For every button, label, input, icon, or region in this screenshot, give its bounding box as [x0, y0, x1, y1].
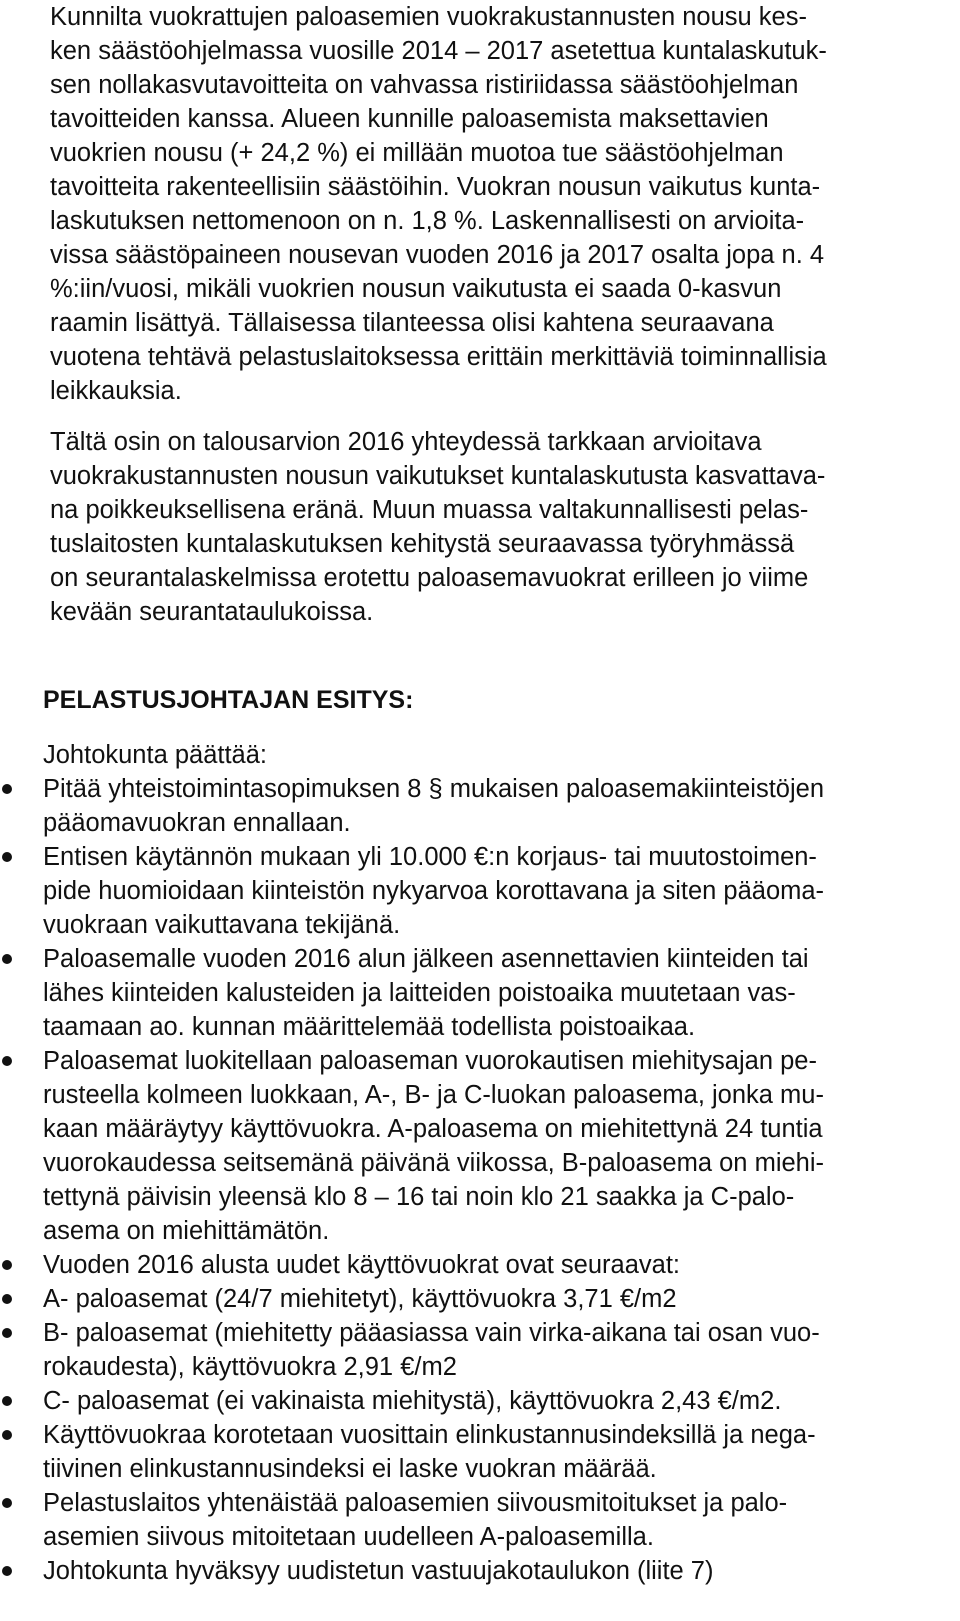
bullet-icon [2, 1294, 12, 1304]
bullet-item-line: tiivinen elinkustannusindeksi ei laske vuokran määrää. [43, 1455, 657, 1483]
bullet-item-line: pääomavuokran ennallaan. [43, 809, 351, 837]
bullet-item-line: lähes kiinteiden kalusteiden ja laitteiden poistoaika muutetaan vas- [43, 979, 796, 1007]
bullet-item-line: Pelastuslaitos yhtenäistää paloasemien siivousmitoitukset ja palo- [43, 1489, 788, 1517]
paragraph-1-line: vissa säästöpaineen nousevan vuoden 2016 ja 2017 osalta jopa n. 4 [50, 241, 825, 269]
bullet-item-line: vuokraan vaikuttavana tekijänä. [43, 911, 401, 939]
bullet-icon [2, 784, 12, 794]
paragraph-1-line: leikkauksia. [50, 377, 182, 405]
bullet-icon [2, 1430, 12, 1440]
paragraph-1-line: vuotena tehtävä pelastuslaitoksessa erittäin merkittäviä toiminnallisia [50, 343, 827, 371]
bullet-item-line: Entisen käytännön mukaan yli 10.000 €:n korjaus- tai muutostoimen- [43, 843, 817, 871]
section-heading: PELASTUSJOHTAJAN ESITYS: [43, 686, 414, 714]
bullet-item-line: asemien siivous mitoitetaan uudelleen A-paloasemilla. [43, 1523, 654, 1551]
paragraph-2-line: on seurantalaskelmissa erotettu paloasemavuokrat erilleen jo viime [50, 564, 809, 592]
bullet-icon [2, 954, 12, 964]
bullet-item-line: Johtokunta hyväksyy uudistetun vastuujakotaulukon (liite 7) [43, 1557, 714, 1585]
bullet-icon [2, 1328, 12, 1338]
bullet-item-line: taamaan ao. kunnan määrittelemää todellista poistoaikaa. [43, 1013, 696, 1041]
bullet-icon [2, 1396, 12, 1406]
bullet-item-line: Paloasemat luokitellaan paloaseman vuorokautisen miehitysajan pe- [43, 1047, 817, 1075]
bullet-icon [2, 1566, 12, 1576]
bullet-item-line: A- paloasemat (24/7 miehitetyt), käyttövuokra 3,71 €/m2 [43, 1285, 677, 1313]
bullet-item-line: asema on miehittämätön. [43, 1217, 330, 1245]
bullet-item-line: pide huomioidaan kiinteistön nykyarvoa korottavana ja siten pääoma- [43, 877, 825, 905]
bullet-item-line: Käyttövuokraa korotetaan vuosittain elinkustannusindeksillä ja nega- [43, 1421, 816, 1449]
paragraph-2-line: vuokrakustannusten nousun vaikutukset kuntalaskutusta kasvattava- [50, 462, 826, 490]
bullet-item-line: B- paloasemat (miehitetty pääasiassa vain virka-aikana tai osan vuo- [43, 1319, 820, 1347]
paragraph-1-line: tavoitteiden kanssa. Alueen kunnille paloasemista maksettavien [50, 105, 769, 133]
bullet-item-line: rokaudesta), käyttövuokra 2,91 €/m2 [43, 1353, 457, 1381]
paragraph-1-line: ken säästöohjelmassa vuosille 2014 – 2017 asetettua kuntalaskutuk- [50, 37, 827, 65]
bullet-item-line: Vuoden 2016 alusta uudet käyttövuokrat ovat seuraavat: [43, 1251, 680, 1279]
bullet-item-line: rusteella kolmeen luokkaan, A-, B- ja C-luokan paloasema, jonka mu- [43, 1081, 824, 1109]
paragraph-1-line: raamin lisättyä. Tällaisessa tilanteessa olisi kahtena seuraavana [50, 309, 774, 337]
paragraph-1-line: Kunnilta vuokrattujen paloasemien vuokrakustannusten nousu kes- [50, 3, 807, 31]
paragraph-1-line: sen nollakasvutavoitteita on vahvassa ristiriidassa säästöohjelman [50, 71, 799, 99]
bullet-item-line: tettynä päivisin yleensä klo 8 – 16 tai noin klo 21 saakka ja C-palo- [43, 1183, 795, 1211]
decision-intro: Johtokunta päättää: [43, 741, 268, 769]
bullet-item-line: kaan määräytyy käyttövuokra. A-paloasema on miehitettynä 24 tuntia [43, 1115, 823, 1143]
paragraph-2-line: Tältä osin on talousarvion 2016 yhteydessä tarkkaan arvioitava [50, 428, 762, 456]
bullet-icon [2, 852, 12, 862]
bullet-icon [2, 1056, 12, 1066]
paragraph-1-line: %:iin/vuosi, mikäli vuokrien nousun vaikutusta ei saada 0-kasvun [50, 275, 782, 303]
paragraph-2-line: na poikkeuksellisena eränä. Muun muassa valtakunnallisesti pelas- [50, 496, 809, 524]
bullet-item-line: Paloasemalle vuoden 2016 alun jälkeen asennettavien kiinteiden tai [43, 945, 809, 973]
bullet-item-line: Pitää yhteistoimintasopimuksen 8 § mukaisen paloasemakiinteistöjen [43, 775, 824, 803]
paragraph-1-line: laskutuksen nettomenoon on n. 1,8 %. Laskennallisesti on arvioita- [50, 207, 805, 235]
bullet-item-line: vuorokaudessa seitsemänä päivänä viikossa, B-paloasema on miehi- [43, 1149, 824, 1177]
paragraph-1-line: tavoitteita rakenteellisiin säästöihin. Vuokran nousun vaikutus kunta- [50, 173, 821, 201]
paragraph-2-line: tuslaitosten kuntalaskutuksen kehitystä seuraavassa työryhmässä [50, 530, 795, 558]
paragraph-2-line: kevään seurantataulukoissa. [50, 598, 374, 626]
bullet-item-line: C- paloasemat (ei vakinaista miehitystä), käyttövuokra 2,43 €/m2. [43, 1387, 782, 1415]
paragraph-1-line: vuokrien nousu (+ 24,2 %) ei millään muotoa tue säästöohjelman [50, 139, 784, 167]
bullet-icon [2, 1498, 12, 1508]
bullet-icon [2, 1260, 12, 1270]
